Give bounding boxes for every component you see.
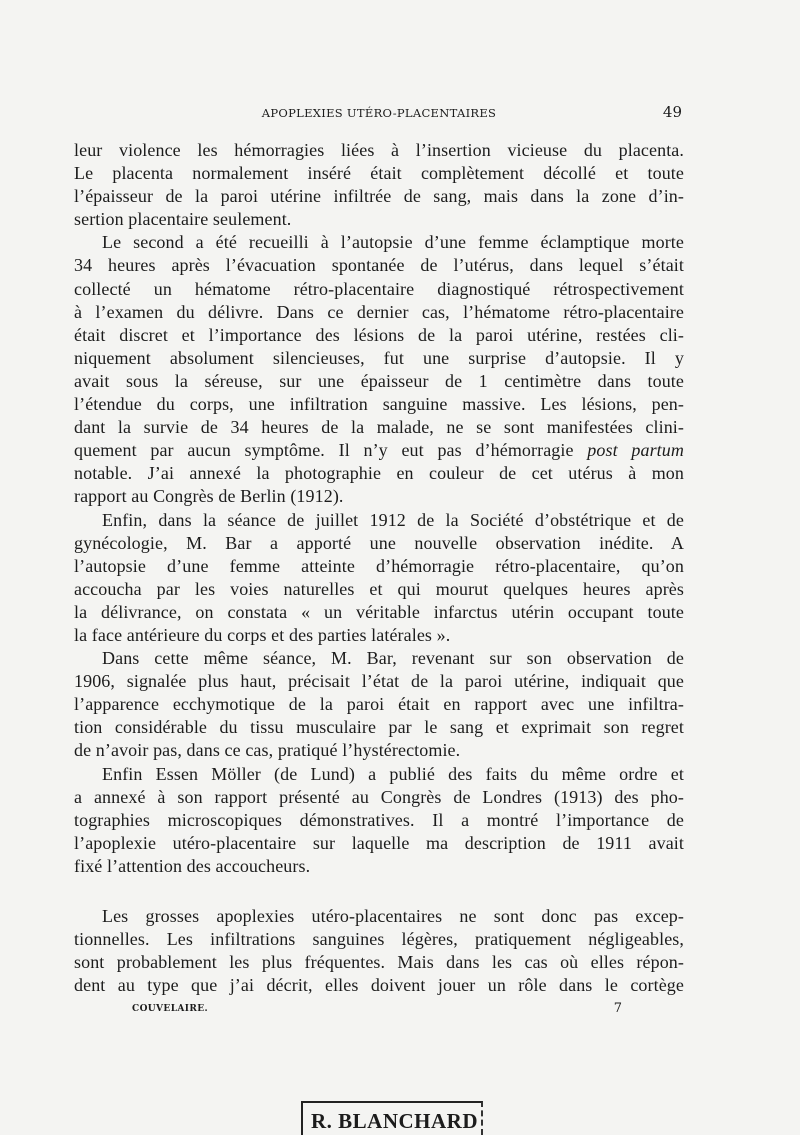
italic-phrase: post partum [587,440,684,461]
text-line: de n’avoir pas, dans ce cas, pratiqué l’hystérectomie. [74,740,461,761]
text-line: 34 heures après l’évacuation spontanée de l’utérus, dans lequel s’était [74,255,684,276]
text-line: l’apparence ecchymotique de la paroi était en rapport avec une infiltra- [74,694,684,715]
text-line: Dans cette même séance, M. Bar, revenant sur son observation de [102,648,684,669]
text-line: sont probablement les plus fréquentes. Mais dans les cas où elles répon- [74,952,684,973]
signature-number: 7 [613,1001,622,1016]
text-line: Le second a été recueilli à l’autopsie d’une femme éclamptique morte [102,232,684,253]
text-line: l’épaisseur de la paroi utérine infiltrée de sang, mais dans la zone d’in- [74,186,684,207]
text-line: quement par aucun symptôme. Il n’y eut pas d’hémorragie post partum [74,440,684,461]
text-line: niquement absolument silencieuses, fut une surprise d’autopsie. Il y [74,347,684,368]
text-line: avait sous la séreuse, sur une épaisseur de 1 centimètre dans toute [74,370,684,391]
text-line: sertion placentaire seulement. [74,209,292,230]
text-line: notable. J’ai annexé la photographie en couleur de cet utérus à mon [74,463,684,484]
text-line: à l’examen du délivre. Dans ce dernier cas, l’hématome rétro-placentaire [74,301,684,322]
text-line: fixé l’attention des accoucheurs. [74,855,311,876]
text-line: était discret et l’importance des lésions de la paroi utérine, restées cli- [74,324,684,345]
page-footer [74,1001,684,1020]
text-line: Le placenta normalement inséré était complètement décollé et toute [74,163,684,184]
text-line: tion considérable du tissu musculaire par le sang et exprimait son regret [74,717,684,738]
text-line: tionnelles. Les infiltrations sanguines légères, pratiquement négligeables, [74,929,684,950]
paragraph [74,509,684,648]
paragraph [74,647,684,762]
text-line: 1906, signalée plus haut, précisait l’état de la paroi utérine, indiquait que [74,671,684,692]
text-line: collecté un hématome rétro-placentaire diagnostiqué rétrospectivement [74,278,684,299]
text-line: l’autopsie d’une femme atteinte d’hémorragie rétro-placentaire, qu’on [74,555,684,576]
text-line: leur violence les hémorragies liées à l’insertion vicieuse du placenta. [74,140,684,160]
text-line: Enfin, dans la séance de juillet 1912 de la Société d’obstétrique et de [102,509,684,530]
text-line: a annexé à son rapport présenté au Congrès de Londres (1913) des pho- [74,786,684,807]
text-line: accoucha par les voies naturelles et qui mourut quelques heures après [74,578,684,599]
text-line: l’étendue du corps, une infiltration sanguine massive. Les lésions, pen- [74,394,684,415]
text-line: la délivrance, on constata « un véritable infarctus utérin occupant toute [74,601,684,622]
text-line: la face antérieure du corps et des parties latérales ». [74,624,451,645]
body-text [74,139,684,997]
page-header [74,103,684,123]
library-stamp: R. BLANCHARD [301,1101,483,1135]
text-line: gynécologie, M. Bar a apporté une nouvelle observation inédite. A [74,532,684,553]
text-line: dent au type que j’ai décrit, elles doivent jouer un rôle dans le cortège [74,975,684,996]
text-line: tographies microscopiques démonstratives. Il a montré l’importance de [74,809,684,830]
paragraph [74,905,684,997]
text-line: Les grosses apoplexies utéro-placentaires ne sont donc pas excep- [102,906,684,926]
paragraph [74,139,684,231]
text-line: l’apoplexie utéro-placentaire sur laquelle ma description de 1911 avait [74,832,684,853]
paragraph [74,763,684,878]
running-title: APOPLEXIES UTÉRO-PLACENTAIRES [261,106,497,120]
text-line: dant la survie de 34 heures de la malade, ne se sont manifestées clini- [74,417,684,438]
paragraph-gap [74,878,684,905]
paragraph [74,231,684,508]
page-number: 49 [662,103,682,121]
signature-mark: COUVELAIRE. [132,1004,209,1014]
text-line: Enfin Essen Möller (de Lund) a publié des faits du même ordre et [102,763,684,784]
text-line: rapport au Congrès de Berlin (1912). [74,486,344,507]
